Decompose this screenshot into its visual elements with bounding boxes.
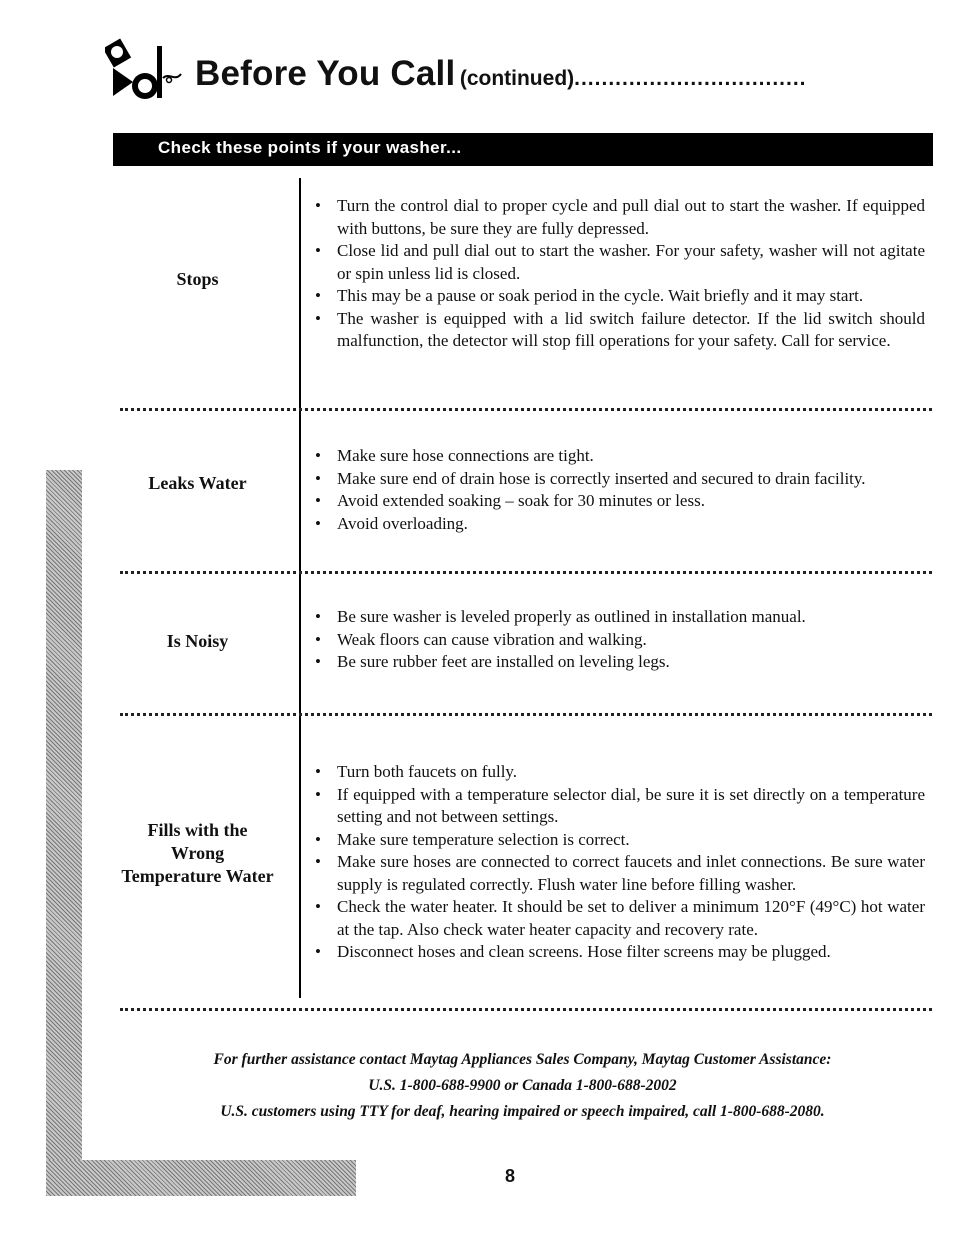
list-item: • If equipped with a temperature selector dial, be sure it is set directly on a temperature setting and not between settings. (313, 784, 925, 829)
issue-list-is-noisy (313, 606, 925, 674)
page-title-continued: (continued) (459, 67, 575, 90)
list-item: • Be sure rubber feet are installed on leveling legs. (313, 651, 925, 674)
list-item: • Turn the control dial to proper cycle and pull dial out to start the washer. If equipped with buttons, be sure they are fully depressed. (313, 195, 925, 240)
issue-label-is-noisy: Is Noisy (166, 631, 229, 651)
page-title (195, 54, 807, 94)
section-separator (120, 408, 932, 411)
page-number: 8 (505, 1166, 516, 1186)
issue-list-leaks-water (313, 445, 925, 535)
list-item: • Close lid and pull dial out to start the washer. For your safety, washer will not agitate or spin unless lid is closed. (313, 240, 925, 285)
footer-line-contact: For further assistance contact Maytag Appliances Sales Company, Maytag Customer Assistance: (213, 1051, 832, 1068)
footer-line-phone: U.S. 1-800-688-9900 or Canada 1-800-688-2002 (368, 1077, 677, 1094)
issue-list-stops (313, 195, 925, 353)
footer-line-tty: U.S. customers using TTY for deaf, hearing impaired or speech impaired, call 1-800-688-2080. (220, 1103, 825, 1120)
page-title-text: Before You Call (195, 54, 456, 93)
list-item: • Make sure hoses are connected to correct faucets and inlet connections. Be sure water supply is regulated correctly. Flush water line before filling washer. (313, 851, 925, 896)
issue-list-wrong-temperature (313, 761, 925, 964)
section-separator (120, 713, 932, 716)
section-separator (120, 1008, 932, 1011)
list-item: • Make sure temperature selection is correct. (313, 829, 925, 852)
section-separator (120, 571, 932, 574)
banner-text: Check these points if your washer... (158, 138, 462, 157)
list-item: • Make sure hose connections are tight. (313, 445, 925, 468)
list-item: • Be sure washer is leveled properly as outlined in installation manual. (313, 606, 925, 629)
issue-label-stops: Stops (176, 269, 219, 289)
section-banner (113, 133, 933, 166)
list-item: • Make sure end of drain hose is correctly inserted and secured to drain facility. (313, 468, 925, 491)
washer-troubleshooting-icon (105, 38, 185, 104)
list-item: • This may be a pause or soak period in the cycle. Wait briefly and it may start. (313, 285, 925, 308)
list-item: • Weak floors can cause vibration and walking. (313, 629, 925, 652)
assistance-footer (115, 1047, 930, 1125)
decorative-bottom-bar (46, 1160, 356, 1196)
title-leader-dots: .................................. (574, 67, 807, 90)
issue-label-wrong-temperature: Fills with the Wrong Temperature Water (121, 820, 274, 886)
list-item: • Avoid extended soaking – soak for 30 minutes or less. (313, 490, 925, 513)
list-item: • Turn both faucets on fully. (313, 761, 925, 784)
list-item: • Avoid overloading. (313, 513, 925, 536)
issue-label-leaks-water: Leaks Water (148, 473, 247, 493)
list-item: • The washer is equipped with a lid switch failure detector. If the lid switch should malfunction, the detector will stop fill operations for your safety. Call for service. (313, 308, 925, 353)
list-item: • Disconnect hoses and clean screens. Hose filter screens may be plugged. (313, 941, 925, 964)
list-item: • Check the water heater. It should be set to deliver a minimum 120°F (49°C) hot water at the tap. Also check water heater capacity and recovery rate. (313, 896, 925, 941)
page-header (105, 38, 935, 108)
decorative-side-bar (46, 470, 82, 1195)
column-divider (299, 178, 301, 998)
